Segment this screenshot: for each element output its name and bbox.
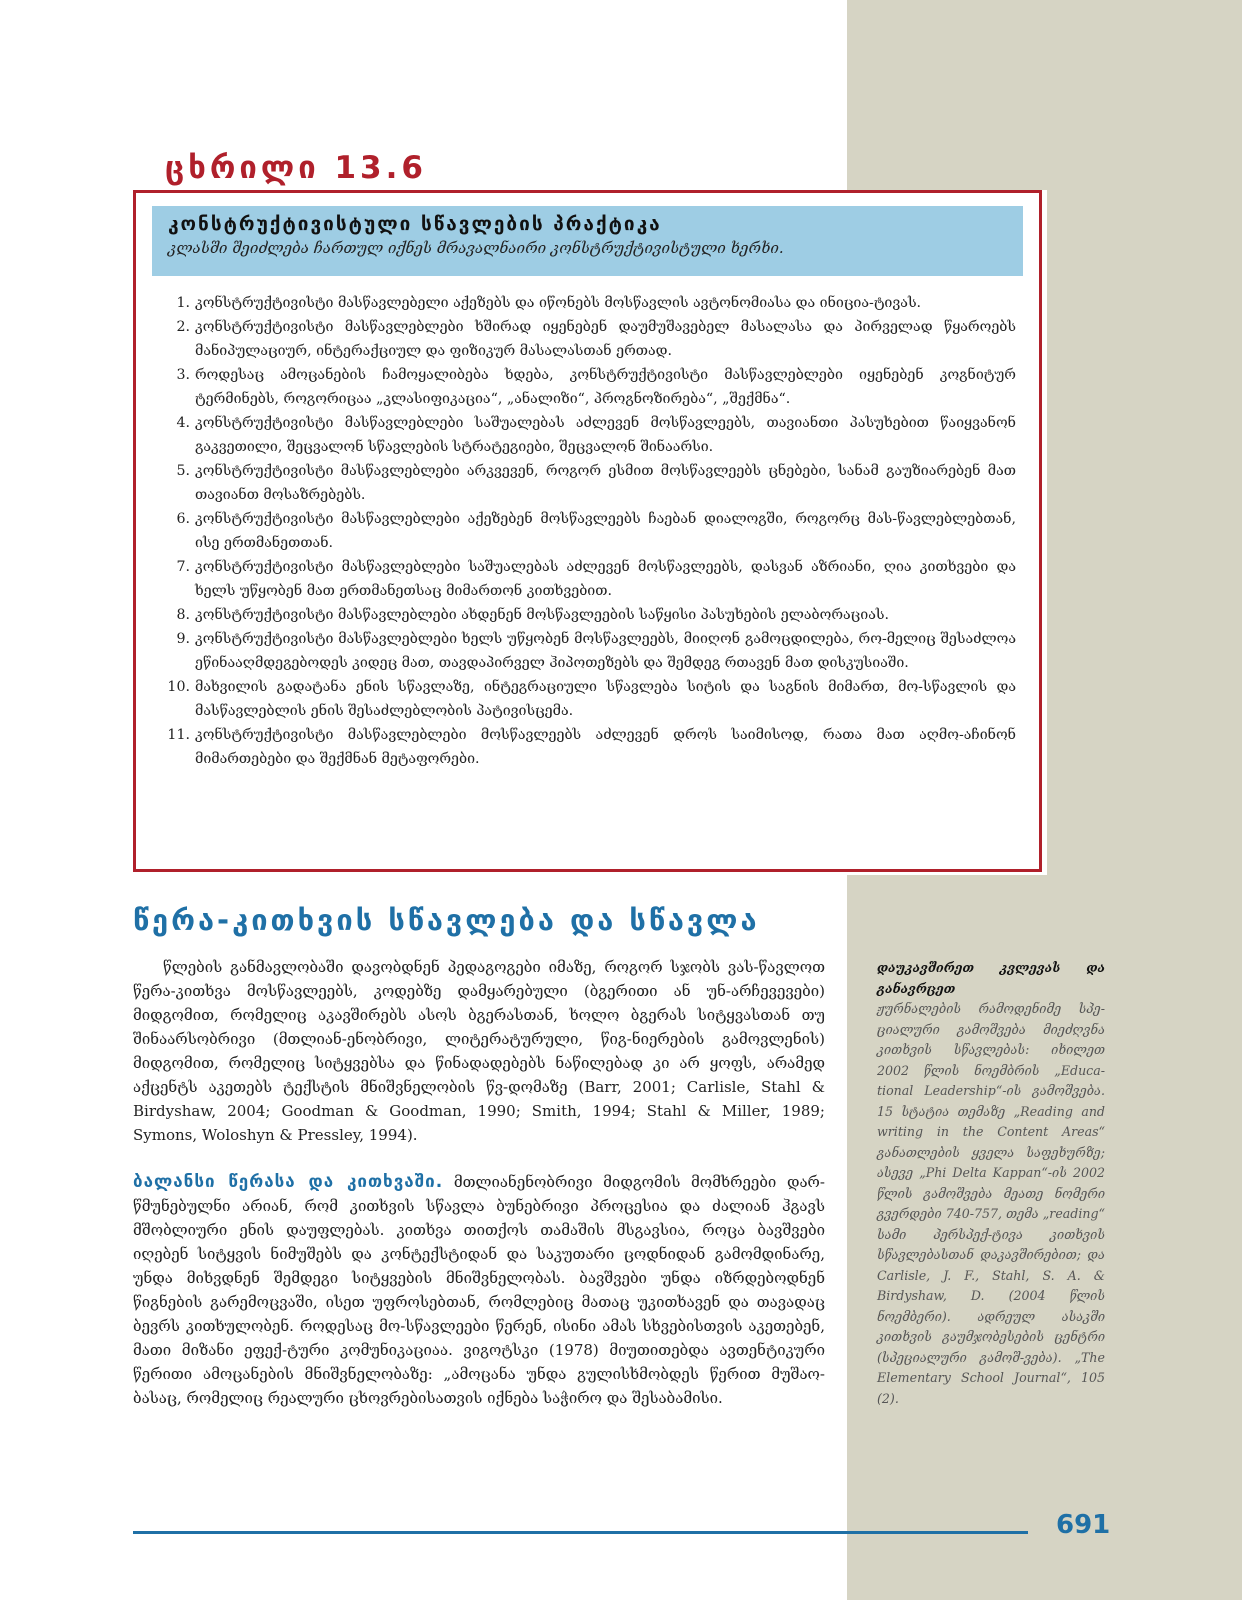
table-header-title: კონსტრუქტივისტული სწავლების პრაქტიკა <box>168 213 662 235</box>
list-item-number: 5. <box>176 463 190 479</box>
list-item <box>156 555 1016 603</box>
sidenote-body: ჟურნალების რამოდენიმე სპე-ციალური გამოშვება მიეძღვნა კითხვის სწავლებას: იხილეთ 2002 წლის ნოემბრის „Educa-tional Leadership“-ის გამოშვება. 15 სტატია თემაზე „Reading and writing in the Content Areas“ განათლების ყველა საფეხურზე; ასევე „Phi Delta Kappan“-ის 2002 წლის გამოშვება მეათე ნომერი გვერდები 740-757, თემა „reading“ სამი პერსპექ-ტივა კითხვის სწავლებასთან დაკავშირებით; და Carlisle, J. F., Stahl, S. A. & Birdyshaw, D. (2004 წლის ნოემბერი). ადრეულ ასაკში კითხვის გაუმჯობესების ცენტრი (სპეციალური გამოშ-ვება). „The Elementary School Journal“, 105 (2). <box>877 1001 1105 1406</box>
list-item-text: კონსტრუქტივისტი მასწავლებლები ხელს უწყობენ მოსწავლეებს, მიიღონ გამოცდილება, რო-მელიც შესაძლოა ეწინააღმდეგებოდეს კიდეც მათ, თავდაპირველ ჰიპოთეზებს და შემდეგ რთავენ მათ დისკუსიაში. <box>195 631 1016 671</box>
list-item-text: კონსტრუქტივისტი მასწავლებლები მოსწავლეებს აძლევენ დროს საიმისოდ, რათა მათ აღმო-აჩინონ მიმართებები და შექმნან მეტაფორები. <box>195 727 1016 767</box>
list-item <box>156 363 1016 411</box>
list-item-text: როდესაც ამოცანების ჩამოყალიბება ხდება, კონსტრუქტივისტი მასწავლებლები იყენებენ კოგნიტურ ტერმინებს, როგორიცაა „კლასიფიკაცია“, „ანალიზი“, პროგნოზირება“, „შექმნა“. <box>195 367 1016 407</box>
list-item-text: მახვილის გადატანა ენის სწავლაზე, ინტეგრაციული სწავლება სიტის და საგნის მიმართ, მო-სწავლის და მასწავლებლის ენის შესაძლებლობის პატივისცემა. <box>195 679 1016 719</box>
sidenote <box>877 958 1105 1409</box>
sidenote-title: დაუკავშირეთ კვლევას და განავრცეთ <box>877 960 1105 996</box>
table-header-subtitle: კლასში შეიძლება ჩართულ იქნეს მრავალნაირი კონსტრუქტივისტული ხერხი. <box>168 239 784 257</box>
list-item <box>156 291 1016 315</box>
list-item-text: კონსტრუქტივისტი მასწავლებლები საშუალებას აძლევენ მოსწავლეებს, თავიანთი პასუხებით წაიყვანონ გაკვეთილი, შეცვალონ სწავლების სტრატეგიები, შეცვალონ შინაარსი. <box>195 415 1016 455</box>
list-item-number: 9. <box>176 631 190 647</box>
list-item <box>156 627 1016 675</box>
list-item-number: 7. <box>176 559 190 575</box>
list-item <box>156 603 1016 627</box>
list-item <box>156 723 1016 771</box>
list-item-text: კონსტრუქტივისტი მასწავლებლები საშუალებას აძლევენ მოსწავლეებს, დასვან აზრიანი, ღია კითხვები და ხელს უწყობენ მათ ერთმანეთსაც მიმართონ კითხვებით. <box>195 559 1016 599</box>
list-item <box>156 315 1016 363</box>
list-item <box>156 675 1016 723</box>
inline-subheading: ბალანსი წერასა და კითხვაში. <box>133 1172 444 1192</box>
body-paragraph-1: წლების განმავლობაში დავობდნენ პედაგოგები იმაზე, როგორ სჯობს ვას-წავლოთ წერა-კითხვა მოსწავლეებს, კოდებზე დამყარებული (ბგერითი ან უნ-არჩევევები) მიდგომით, რომელიც აკავშირებს ასოს ბგერასთან, ხოლო ბგერას სიტყვასთან თუ შინაარსობრივი (მთლიან-ენობრივი, ლიტერატურული, წიგ-ნიერების გამოვლენის) მიდგომით, რომელიც სიტყვებსა და წინადადებებს ნაწილებად კი არ ყოფს, არამედ აქცენტს აკეთებს ტექსტის მნიშვნელობის წვ-დომაზე (Barr, 2001; Carlisle, Stahl & Birdyshaw, 2004; Goodman & Goodman, 1990; Smith, 1994; Stahl & Miller, 1989; Symons, Woloshyn & Pressley, 1994). <box>133 958 825 1144</box>
list-item <box>156 507 1016 555</box>
list-item-number: 2. <box>176 319 190 335</box>
page-number: 691 <box>1056 1510 1111 1540</box>
list-item-number: 1. <box>176 295 190 311</box>
section-heading: წერა-კითხვის სწავლება და სწავლა <box>133 903 760 937</box>
table-box <box>133 190 1042 872</box>
list-item-number: 11. <box>167 727 190 743</box>
list-item-text: კონსტრუქტივისტი მასწავლებლები აქეზებენ მოსწავლეებს ჩაებან დიალოგში, როგორც მას-წავლებლებთან, ისე ერთმანეთთან. <box>195 511 1016 551</box>
list-item-text: კონსტრუქტივისტი მასწავლებელი აქეზებს და იწონებს მოსწავლის ავტონომიასა და ინიცია-ტივას. <box>195 295 922 311</box>
list-item-number: 6. <box>176 511 190 527</box>
list-item-text: კონსტრუქტივისტი მასწავლებლები ახდენენ მოსწავლეების საწყისი პასუხების ელაბორაციას. <box>195 607 889 623</box>
list-item-number: 4. <box>176 415 190 431</box>
list-item <box>156 459 1016 507</box>
body-paragraph-2-text: მთლიანენობრივი მიდგომის მომხრეები დარ-წმუნებულნი არიან, რომ კითხვის სწავლა ბუნებრივი პროცესია და ძალიან ჰგავს მშობლიური ენის დაუფლებას. კითხვა თითქოს თამაშის მსგავსია, როცა ბავშვები იღებენ სიტყვის ნიმუშებს და კონტექსტიდან და საკუთარი ცოდნიდან გამომდინარე, უნდა მიხვდნენ შემდეგი სიტყვების მნიშვნელობას. ბავშვები უნდა იზრდებოდნენ წიგნების გარემოცვაში, ისეთ უფროსებთან, რომლებიც მათაც უკითხავენ და თავადაც ბევრს კითხულობენ. როდესაც მო-სწავლეები წერენ, ისინი ამას სხვებისთვის აკეთებენ, მათი მიზანი ეფექ-ტური კომუნიკაციაა. ვიგოტსკი (1978) მიუთითებდა ავთენტიკური წერითი ამოცანების მნიშვნელობაზე: „ამოცანა უნდა გულისხმობდეს წერით მუშაო-ბასაც, რომელიც რეალური ცხოვრებისათვის იქნება საჭირო და შესაბამისი. <box>133 1173 825 1407</box>
list-item-number: 10. <box>167 679 190 695</box>
list-item-text: კონსტრუქტივისტი მასწავლებლები არკვევენ, როგორ ესმით მოსწავლეებს ცნებები, სანამ გაუზიარებენ მათ თავიანთ მოსაზრებებს. <box>195 463 1016 503</box>
list-item-number: 3. <box>176 367 190 383</box>
list-item-text: კონსტრუქტივისტი მასწავლებლები ხშირად იყენებენ დაუმუშავებელ მასალასა და პირველად წყაროებს მანიპულაციურ, ინტერაქციულ და ფიზიკურ მასალასთან ერთად. <box>195 319 1016 359</box>
practice-list <box>156 291 1016 771</box>
footer-rule <box>133 1531 1028 1534</box>
table-header <box>152 206 1023 276</box>
list-item <box>156 411 1016 459</box>
table-title: ცხრილი 13.6 <box>165 150 427 186</box>
body-paragraph-2 <box>133 1170 825 1410</box>
list-item-number: 8. <box>176 607 190 623</box>
